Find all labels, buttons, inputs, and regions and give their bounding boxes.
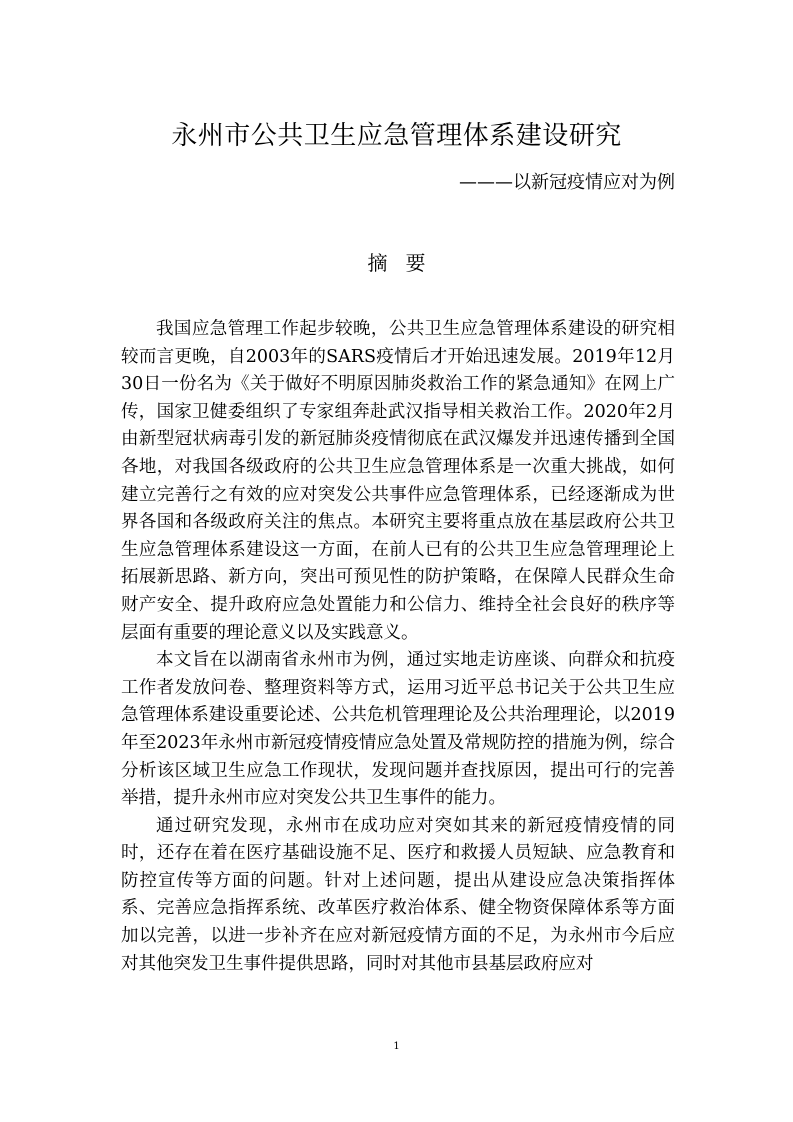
document-title: 永州市公共卫生应急管理体系建设研究 (171, 121, 622, 151)
page-number: 1 (393, 1041, 400, 1052)
document-subtitle: ———以新冠疫情应对为例 (459, 172, 675, 193)
abstract-heading: 摘要 (367, 251, 444, 275)
abstract-body (121, 316, 675, 978)
abstract-paragraph-1: 我国应急管理工作起步较晚，公共卫生应急管理体系建设的研究相较而言更晚，自2003年的SARS疫情后才开始迅速发展。2019年12月30日一份名为《关于做好不明原因肺炎救治工作的紧急通知》在网上广传，国家卫健委组织了专家组奔赴武汉指导相关救治工作。2020年2月由新型冠状病毒引发的新冠肺炎疫情彻底在武汉爆发并迅速传播到全国各地，对我国各级政府的公共卫生应急管理体系是一次重大挑战，如何建立完善行之有效的应对突发公共事件应急管理体系，已经逐渐成为世界各国和各级政府关注的焦点。本研究主要将重点放在基层政府公共卫生应急管理体系建设这一方面，在前人已有的公共卫生应急管理理论上拓展新思路、新方向，突出可预见性的防护策略，在保障人民群众生命财产安全、提升政府应急处置能力和公信力、维持全社会良好的秩序等层面有重要的理论意义以及实践意义。 (121, 319, 675, 643)
abstract-paragraph-2: 本文旨在以湖南省永州市为例，通过实地走访座谈、向群众和抗疫工作者发放问卷、整理资料等方式，运用习近平总书记关于公共卫生应急管理体系建设重要论述、公共危机管理理论及公共治理理论，以2019年至2023年永州市新冠疫情疫情应急处置及常规防控的措施为例，综合分析该区域卫生应急工作现状，发现问题并查找原因，提出可行的完善举措，提升永州市应对突发公共卫生事件的能力。 (121, 650, 675, 809)
abstract-paragraph-3: 通过研究发现，永州市在成功应对突如其来的新冠疫情疫情的同时，还存在着在医疗基础设施不足、医疗和救援人员短缺、应急教育和防控宣传等方面的问题。针对上述问题，提出从建设应急决策指挥体系、完善应急指挥系统、改革医疗救治体系、健全物资保障体系等方面加以完善，以进一步补齐在应对新冠疫情方面的不足，为永州市今后应对其他突发卫生事件提供思路，同时对其他市县基层政府应对 (121, 815, 675, 974)
